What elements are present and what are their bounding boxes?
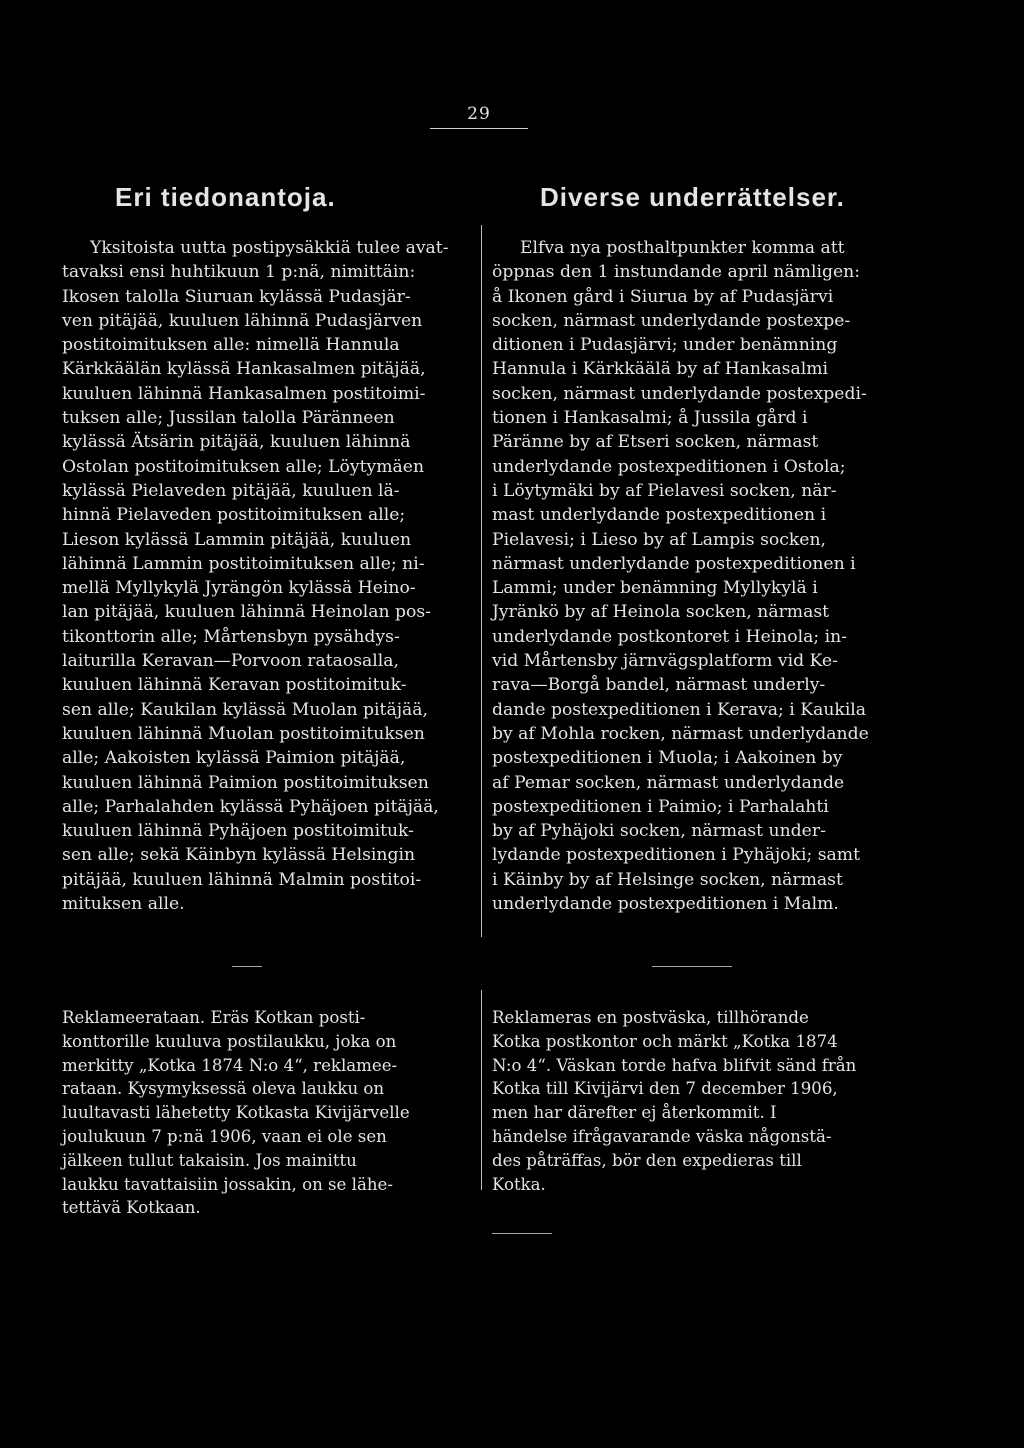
left-section-rule [232,966,262,967]
text-line: kuuluen lähinnä Paimion postitoimituksen [62,772,429,793]
text-line: tikonttorin alle; Mårtensbyn pysähdys- [62,626,400,647]
text-line: Jyränkö by af Heinola socken, närmast [492,602,830,623]
text-line: Yksitoista uutta postipysäkkiä tulee avat- [90,238,449,258]
right-heading: Diverse underrättelser. [540,182,845,212]
text-line: des påträffas, bör den expedieras till [492,1150,802,1170]
text-line: Kotka till Kivijärvi den 7 december 1906, [492,1079,838,1099]
text-line: kuuluen lähinnä Pyhäjoen postitoimituk- [62,821,414,842]
text-line: kuuluen lähinnä Hankasalmen postitoimi- [62,383,426,404]
text-line: af Pemar socken, närmast underlydande [492,772,845,793]
page-number-rule [430,128,528,129]
text-line: joulukuun 7 p:nä 1906, vaan ei ole sen [62,1126,387,1146]
text-line: socken, närmast underlydande postexpedi- [492,383,867,404]
text-line: jälkeen tullut takaisin. Jos mainittu [62,1150,357,1170]
text-line: lydande postexpeditionen i Pyhäjoki; samt [492,845,860,866]
text-line: postexpeditionen i Muola; i Aakoinen by [492,748,843,769]
bottom-rule [492,1233,552,1234]
text-line: Lieson kylässä Lammin pitäjää, kuuluen [62,529,412,550]
text-line: pitäjää, kuuluen lähinnä Malmin postitoi- [62,869,422,890]
text-line: ven pitäjää, kuuluen lähinnä Pudasjärven [62,310,423,331]
left-heading: Eri tiedonantoja. [115,182,336,212]
text-line: Reklameras en postväska, tillhörande [492,1008,809,1027]
left-article [62,236,467,916]
text-line: ditionen i Pudasjärvi; under benämning [492,335,838,356]
text-line: Ostolan postitoimituksen alle; Löytymäen [62,456,425,477]
text-line: lähinnä Lammin postitoimituksen alle; ni- [62,553,425,574]
text-line: Kotka. [492,1174,546,1194]
text-line: sen alle; Kaukilan kylässä Muolan pitäjää, [62,699,428,720]
text-line: kuuluen lähinnä Keravan postitoimituk- [62,675,407,696]
text-line: mituksen alle. [62,894,185,915]
text-line: underlydande postexpeditionen i Ostola; [492,456,846,477]
text-line: i Löytymäki by af Pielavesi socken, när- [492,480,837,501]
text-line: alle; Aakoisten kylässä Paimion pitäjää, [62,748,406,769]
right-section-rule [652,966,732,967]
text-line: merkitty „Kotka 1874 N:o 4“, reklamee- [62,1055,398,1075]
text-line: Pielavesi; i Lieso by af Lampis socken, [492,529,827,550]
right-article [492,236,897,916]
text-line: underlydande postkontoret i Heinola; in- [492,626,848,647]
text-line: underlydande postexpeditionen i Malm. [492,894,839,915]
text-line: händelse ifrågavarande väska någonstä- [492,1126,832,1146]
text-line: närmast underlydande postexpeditionen i [492,553,856,574]
text-line: rava—Borgå bandel, närmast underly- [492,675,826,696]
text-line: kuuluen lähinnä Muolan postitoimituksen [62,723,425,744]
text-line: lan pitäjää, kuuluen lähinnä Heinolan pos- [62,602,431,623]
text-line: å Ikonen gård i Siurua by af Pudasjärvi [492,286,834,307]
text-line: alle; Parhalahden kylässä Pyhäjoen pitäjää, [62,796,439,817]
text-line: dande postexpeditionen i Kerava; i Kaukila [492,699,867,720]
text-line: men har därefter ej återkommit. I [492,1103,777,1123]
text-line: hinnä Pielaveden postitoimituksen alle; [62,505,406,526]
text-line: öppnas den 1 instundande april nämligen: [492,262,861,283]
left-notice [62,1006,467,1220]
text-line: tuksen alle; Jussilan talolla Päränneen [62,408,395,429]
text-line: socken, närmast underlydande postexpe- [492,310,851,331]
text-line: laukku tavattaisiin jossakin, on se lähe- [62,1174,393,1194]
text-line: kylässä Ätsärin pitäjää, kuuluen lähinnä [62,432,411,453]
text-line: Kotka postkontor och märkt „Kotka 1874 [492,1031,838,1051]
text-line: i Käinby by af Helsinge socken, närmast [492,869,843,890]
text-line: luultavasti lähetetty Kotkasta Kivijärvelle [62,1103,410,1123]
text-line: tionen i Hankasalmi; å Jussila gård i [492,408,808,429]
text-line: Elfva nya posthaltpunkter komma att [520,238,845,258]
text-line: Ikosen talolla Siuruan kylässä Pudasjär- [62,286,411,307]
text-line: kylässä Pielaveden pitäjää, kuuluen lä- [62,480,400,501]
column-divider-bottom [481,990,482,1190]
text-line: tavaksi ensi huhtikuun 1 p:nä, nimittäin: [62,262,416,283]
text-line: Lammi; under benämning Myllykylä i [492,578,818,599]
text-line: konttorille kuuluva postilaukku, joka on [62,1031,397,1051]
text-line: vid Mårtensby järnvägsplatform vid Ke- [492,651,838,672]
column-divider-top [481,225,482,937]
text-line: postitoimituksen alle: nimellä Hannula [62,335,400,356]
text-line: N:o 4“. Väskan torde hafva blifvit sänd från [492,1055,857,1075]
text-line: rataan. Kysymyksessä oleva laukku on [62,1079,385,1099]
text-line: mellä Myllykylä Jyrängön kylässä Heino- [62,578,416,599]
text-line: mast underlydande postexpeditionen i [492,505,827,526]
page-number: 29 [467,104,491,124]
text-line: Pärännе by af Etseri socken, närmast [492,432,819,453]
text-line: Reklameerataan. Eräs Kotkan posti- [62,1008,366,1027]
text-line: by af Pyhäjoki socken, närmast under- [492,821,826,842]
text-line: postexpeditionen i Paimio; i Parhalahti [492,796,829,817]
text-line: sen alle; sekä Käinbyn kylässä Helsingin [62,845,416,866]
text-line: tettävä Kotkaan. [62,1198,201,1218]
text-line: Hannula i Kärkkäälä by af Hankasalmi [492,359,829,380]
text-line: by af Mohla rocken, närmast underlydande [492,723,869,744]
right-notice [492,1006,897,1196]
text-line: laiturilla Keravan—Porvoon rataosalla, [62,651,399,672]
text-line: Kärkkäälän kylässä Hankasalmen pitäjää, [62,359,426,380]
